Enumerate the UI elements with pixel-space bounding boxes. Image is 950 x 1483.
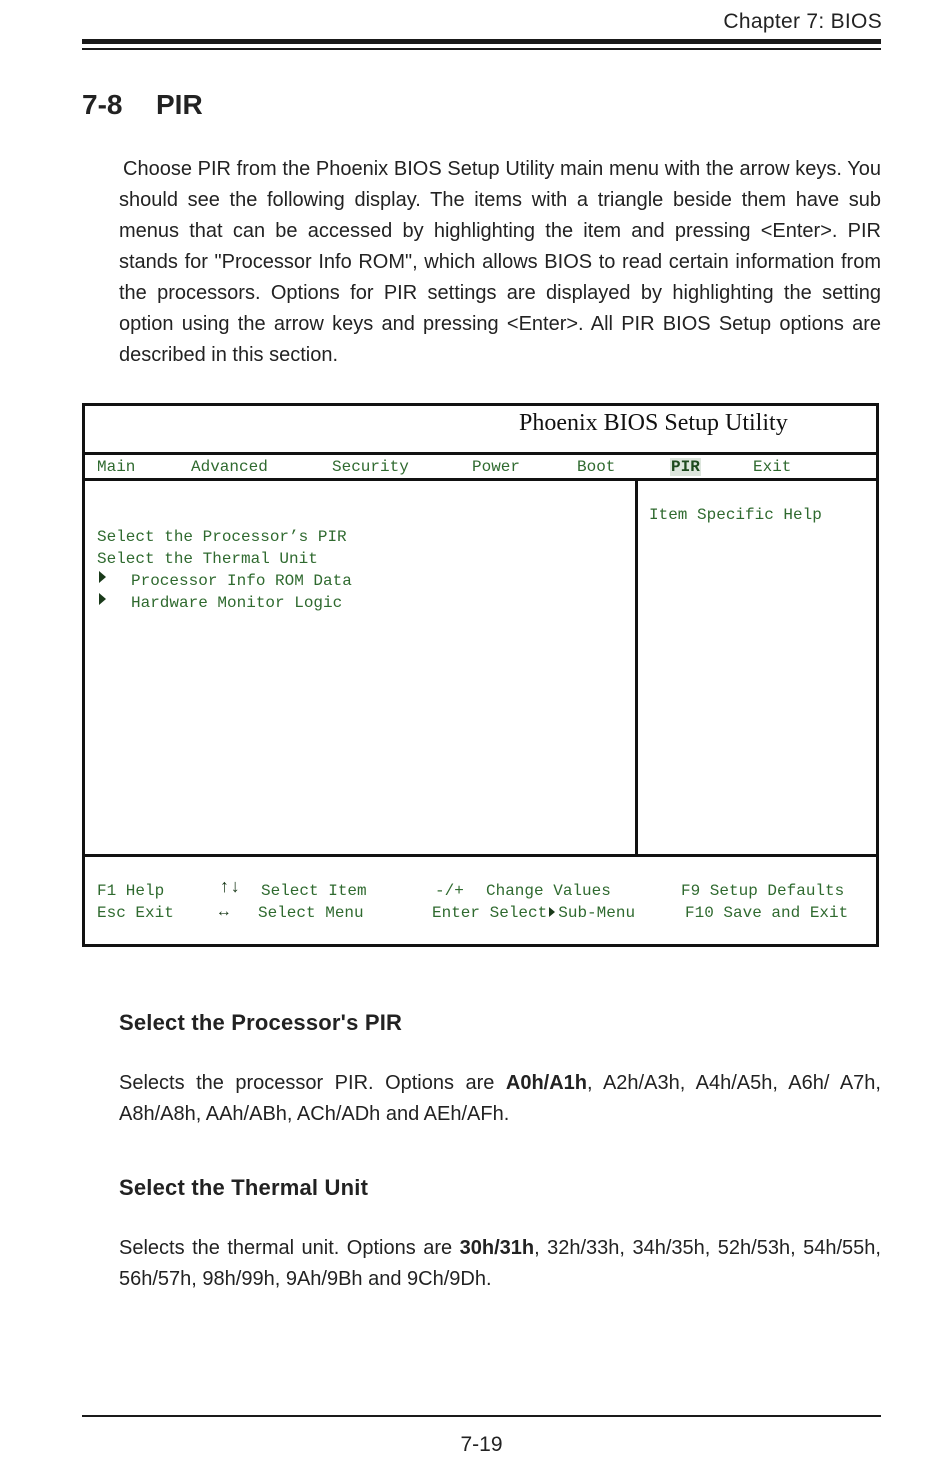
key-select-item: Select Item <box>261 882 367 900</box>
key-f10-save-exit: F10 Save and Exit <box>685 904 849 922</box>
bios-item-processor-info-rom[interactable]: Processor Info ROM Data <box>131 572 352 590</box>
key-select: Select <box>489 904 548 922</box>
bios-item-processor-pir[interactable]: Select the Processor’s PIR <box>97 528 347 546</box>
key-change-values: Change Values <box>486 882 611 900</box>
menu-main[interactable]: Main <box>97 458 136 476</box>
body-text: Selects the processor PIR. Options are <box>119 1072 506 1094</box>
footer-rule <box>82 1415 881 1417</box>
body-text: , A2h/A3h, A4h/A5h, A6h/ A7h, A8h/A8h, AAh/ABh, ACh/ADh and AEh/AFh. <box>119 1072 881 1125</box>
menu-pir[interactable]: PIR <box>671 458 700 476</box>
submenu-triangle-icon <box>99 593 106 605</box>
section-number: 7-8 <box>82 89 123 120</box>
subsection-body-processor-pir <box>119 1068 881 1130</box>
chapter-header: Chapter 7: BIOS <box>723 10 882 33</box>
subsection-heading-thermal-unit: Select the Thermal Unit <box>119 1175 369 1200</box>
header-rule-thin <box>82 48 881 50</box>
body-text: Selects the thermal unit. Options are <box>119 1237 460 1259</box>
subsection-body-thermal-unit <box>119 1233 881 1295</box>
subsection-heading-processor-pir: Select the Processor's PIR <box>119 1010 403 1035</box>
key-select-menu: Select Menu <box>258 904 364 922</box>
section-title <box>82 89 203 121</box>
key-esc-exit: Esc Exit <box>97 904 174 922</box>
menu-security[interactable]: Security <box>332 458 409 476</box>
default-option: 30h/31h <box>459 1237 535 1259</box>
key-enter-select-submenu <box>432 904 635 922</box>
key-sub-menu: Sub-Menu <box>558 904 636 922</box>
key-f9-defaults: F9 Setup Defaults <box>681 882 845 900</box>
menu-exit[interactable]: Exit <box>753 458 792 476</box>
menu-advanced[interactable]: Advanced <box>191 458 268 476</box>
bios-panel-divider <box>635 480 638 855</box>
submenu-triangle-icon <box>549 907 555 917</box>
body-text: , 32h/33h, 34h/35h, 52h/53h, 54h/55h, 56h/57h, 98h/99h, 9Ah/9Bh and 9Ch/9Dh. <box>119 1237 881 1290</box>
page-number: 7-19 <box>460 1433 503 1456</box>
bios-screen <box>82 403 879 947</box>
menu-power[interactable]: Power <box>472 458 521 476</box>
section-title-text: PIR <box>156 89 203 120</box>
bios-item-hardware-monitor[interactable]: Hardware Monitor Logic <box>131 594 343 612</box>
bios-item-thermal-unit[interactable]: Select the Thermal Unit <box>97 550 318 568</box>
bios-menu-bar <box>85 455 876 479</box>
key-f1-help: F1 Help <box>97 882 165 900</box>
header-rule-thick <box>82 39 881 44</box>
menu-boot[interactable]: Boot <box>577 458 616 476</box>
left-right-arrow-icon: ↔ <box>219 903 229 921</box>
item-specific-help: Item Specific Help <box>649 506 822 524</box>
submenu-triangle-icon <box>99 571 106 583</box>
bios-title-bar <box>85 406 876 452</box>
bios-menu-divider <box>85 478 876 481</box>
default-option: A0h/A1h <box>505 1072 588 1094</box>
intro-paragraph: Choose PIR from the Phoenix BIOS Setup Utility main menu with the arrow keys. You should see the following display. The items with a triangle beside them have sub menus that can be accessed by highlighting the item and pressing <Enter>. PIR stands for "Processor Info ROM", which allows BIOS to read certain information from the processors. Options for PIR settings are displayed by highlighting the setting option using the arrow keys and pressing <Enter>. All PIR BIOS Setup options are described in this section. <box>119 158 881 366</box>
bios-title: Phoenix BIOS Setup Utility <box>519 410 788 436</box>
key-minus-plus: -/+ <box>435 882 464 900</box>
key-enter: Enter <box>432 904 481 922</box>
up-down-arrows-icon: ↑↓ <box>219 878 241 898</box>
bios-footer-divider <box>85 854 876 857</box>
